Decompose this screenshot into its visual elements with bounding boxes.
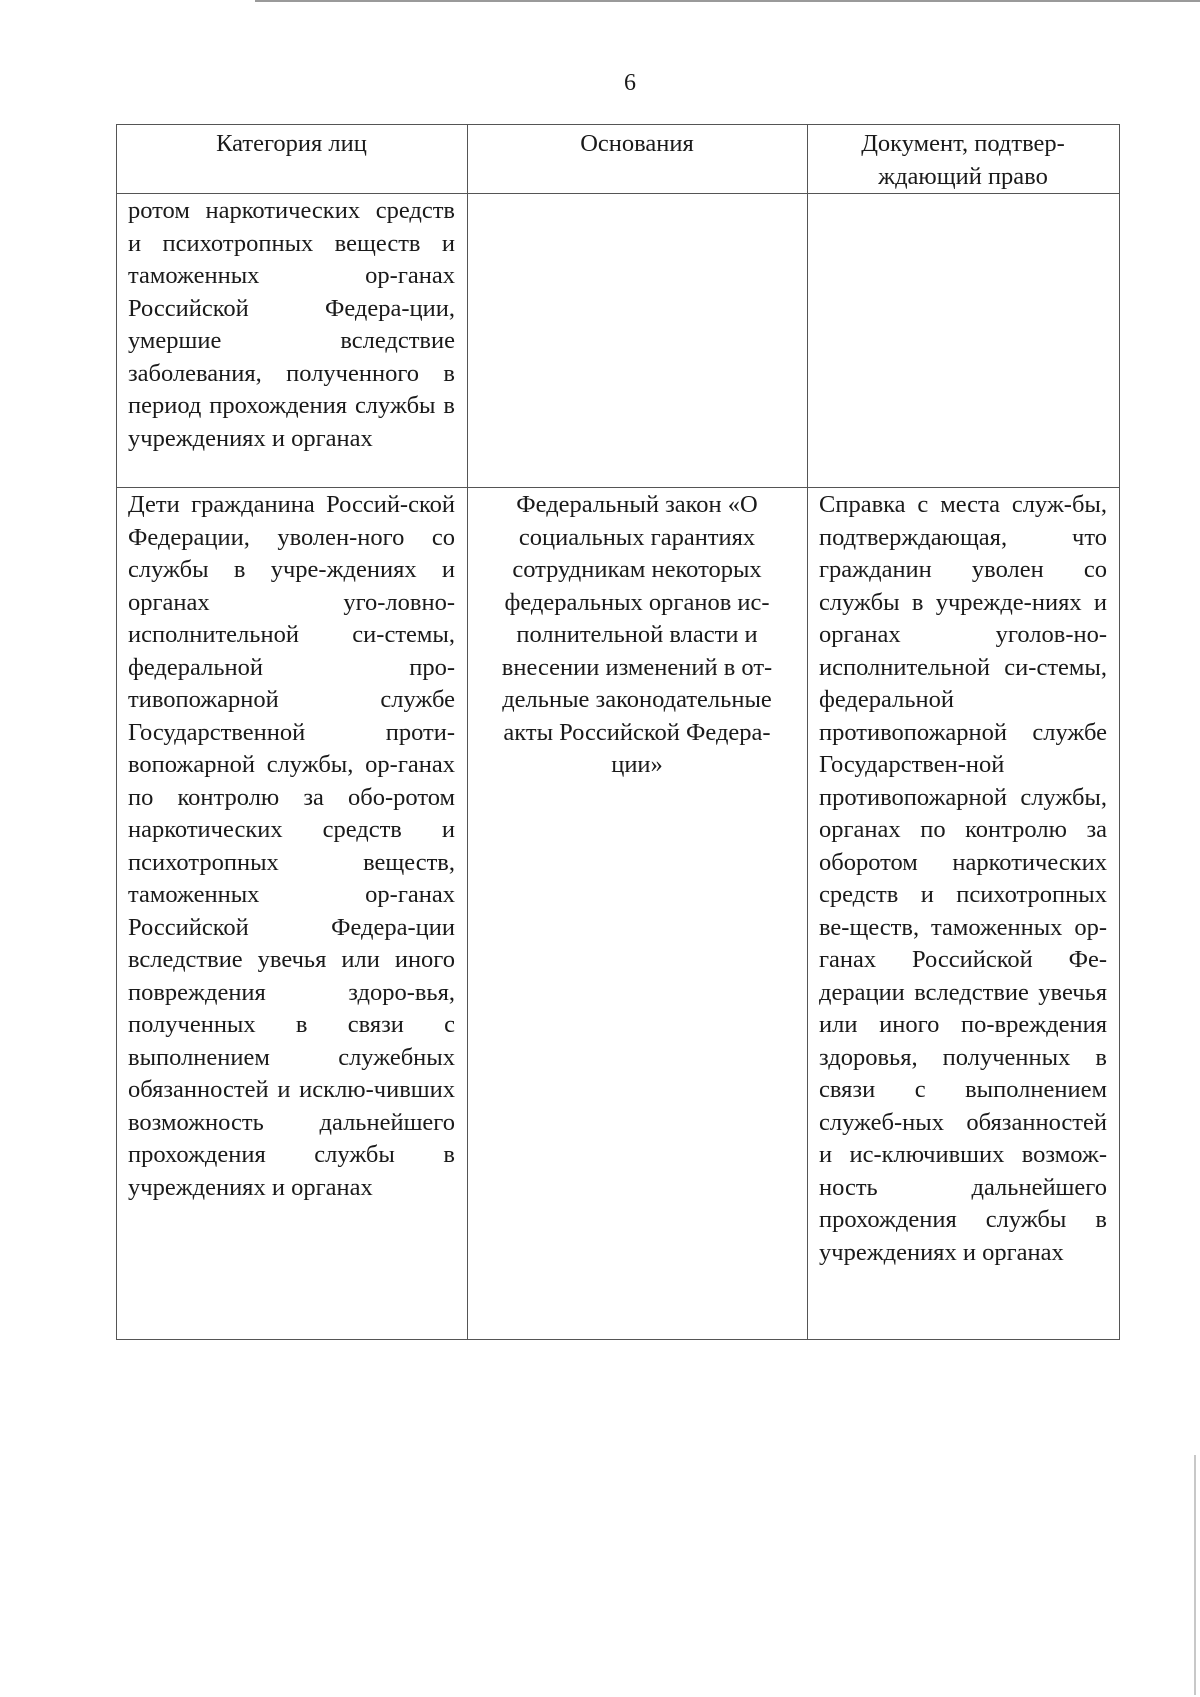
cell-category: Дети гражданина Россий-ской Федерации, уволен-ного со службы в учре-ждениях и органах уго-ловно-исполнительной си-стемы, федеральной про-тивопожарной службе Государственной проти-вопожарной службы, ор-ганах по контролю за обо-ротом наркотических средств и психотропных веществ, таможенных ор-ганах Российской Федера-ции вследствие увечья или иного повреждения здоро-вья, полученных в связи с выполнением служебных обязанностей и исклю-чивших возможность дальнейшего прохождения службы в учреждениях и органах	[117, 488, 468, 1340]
benefits-table	[116, 124, 1120, 1340]
table-row	[117, 194, 1120, 488]
cell-document	[808, 194, 1120, 488]
header-basis: Основания	[468, 125, 808, 194]
scan-artifact-right-edge	[1194, 1455, 1196, 1695]
cell-basis	[468, 194, 808, 488]
header-document: Документ, подтвер-ждающий право	[808, 125, 1120, 194]
table-header-row	[117, 125, 1120, 194]
cell-basis: Федеральный закон «О социальных гарантиях сотрудникам некоторых федеральных органов ис-полнительной власти и внесении изменений в от-дельные законодательные акты Российской Федера-ции»	[468, 488, 808, 1340]
page-number: 6	[624, 70, 636, 96]
header-category: Категория лиц	[117, 125, 468, 194]
cell-category: ротом наркотических средств и психотропных веществ и таможенных ор-ганах Российской Федера-ции, умершие вследствие заболевания, полученного в период прохождения службы в учреждениях и органах	[117, 194, 468, 488]
scan-artifact-top-line	[255, 0, 1200, 2]
cell-document: Справка с места служ-бы, подтверждающая, что гражданин уволен со службы в учрежде-ниях и органах уголов-но-исполнительной си-стемы, федеральной противопожарной службе Государствен-ной противопожарной службы, органах по контролю за оборотом наркотических средств и психотропных ве-ществ, таможенных ор-ганах Российской Фе-дерации вследствие увечья или иного по-вреждения здоровья, полученных в связи с выполнением служеб-ных обязанностей и ис-ключивших возмож-ность дальнейшего прохождения службы в учреждениях и органах	[808, 488, 1120, 1340]
table-row	[117, 488, 1120, 1340]
